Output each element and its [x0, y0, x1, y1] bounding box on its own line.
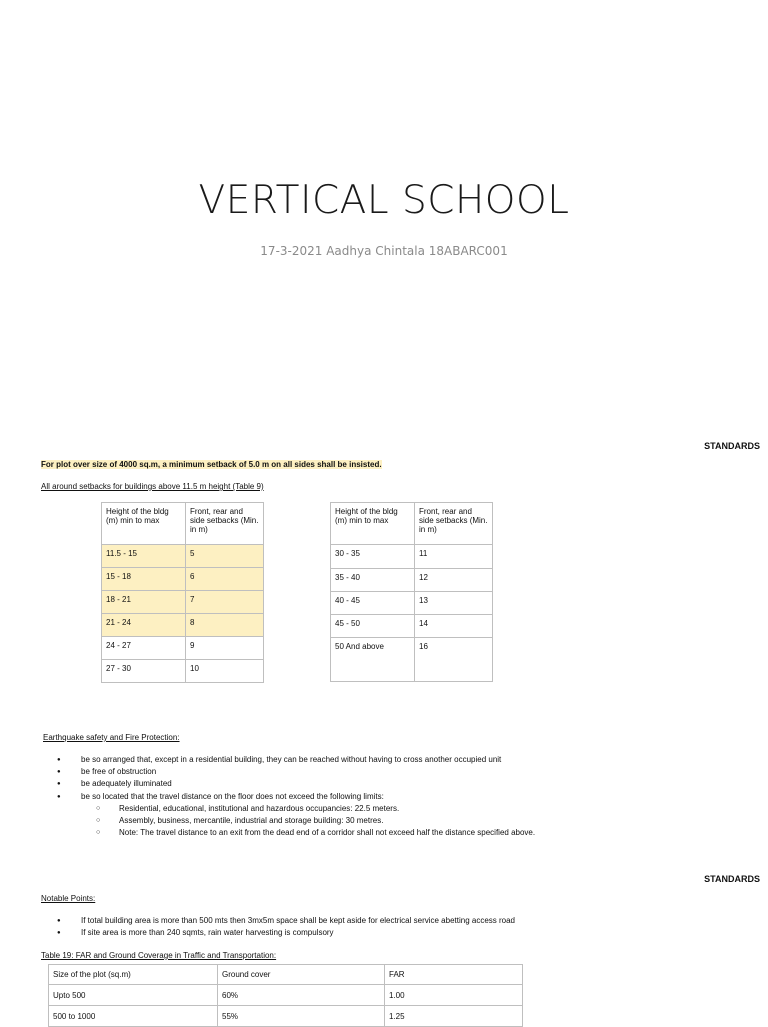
table-cell: 15 - 18 — [102, 568, 186, 591]
table-cell: 18 - 21 — [102, 591, 186, 614]
table-cell: 40 - 45 — [331, 592, 415, 615]
table-row — [102, 637, 264, 660]
setback-table-caption: All around setbacks for buildings above 11.5 m height (Table 9) — [41, 482, 264, 491]
list-item: ● If site area is more than 240 sqmts, rain water harvesting is compulsory — [41, 927, 741, 939]
table-row — [49, 985, 523, 1006]
table-cell: 1.00 — [385, 985, 523, 1006]
table-cell: 9 — [186, 637, 264, 660]
setback-note: For plot over size of 4000 sq.m, a minimum setback of 5.0 m on all sides shall be insisted. — [41, 460, 382, 469]
sub-list-item: ○ Residential, educational, institutional and hazardous occupancies: 22.5 meters. — [41, 803, 741, 815]
table-row — [331, 592, 493, 615]
table-cell: 16 — [415, 638, 493, 682]
table-cell: 7 — [186, 591, 264, 614]
table-row — [331, 569, 493, 592]
table-header-height: Height of the bldg (m) min to max — [102, 503, 186, 545]
table-row — [102, 591, 264, 614]
table-header: FAR — [385, 965, 523, 985]
table-cell: 8 — [186, 614, 264, 637]
table-header-setback: Front, rear and side setbacks (Min. in m) — [415, 503, 493, 545]
table-cell: 12 — [415, 569, 493, 592]
page-title: VERTICAL SCHOOL — [198, 178, 570, 223]
table-cell: 11.5 - 15 — [102, 545, 186, 568]
table-cell: 500 to 1000 — [49, 1006, 218, 1027]
list-item: ● be adequately illuminated — [41, 778, 741, 790]
table-cell: 24 - 27 — [102, 637, 186, 660]
standards-label: STANDARDS — [704, 874, 760, 884]
sub-list-item: ○ Assembly, business, mercantile, industrial and storage building: 30 metres. — [41, 815, 741, 827]
table-header-setback: Front, rear and side setbacks (Min. in m) — [186, 503, 264, 545]
table-row — [102, 545, 264, 568]
table-cell: 14 — [415, 615, 493, 638]
list-item: ● If total building area is more than 500 mts then 3mx5m space shall be kept aside for electrical service abetting access road — [41, 915, 741, 927]
table-cell: 6 — [186, 568, 264, 591]
notable-points-heading: Notable Points: — [41, 894, 96, 903]
setback-table-left — [101, 502, 264, 683]
standards-label: STANDARDS — [704, 441, 760, 451]
table-cell: 50 And above — [331, 638, 415, 682]
table-cell: 45 - 50 — [331, 615, 415, 638]
table-header: Ground cover — [218, 965, 385, 985]
far-table — [48, 964, 523, 1027]
table-row — [331, 638, 493, 682]
table-cell: 5 — [186, 545, 264, 568]
table-row — [331, 545, 493, 569]
sub-list-item: ○ Note: The travel distance to an exit from the dead end of a corridor shall not exceed half the distance specified above. — [41, 827, 741, 839]
earthquake-heading: Earthquake safety and Fire Protection: — [43, 733, 180, 742]
table-cell: 35 - 40 — [331, 569, 415, 592]
table-cell: 11 — [415, 545, 493, 569]
table-cell: 13 — [415, 592, 493, 615]
table-row — [331, 615, 493, 638]
list-item: ● be free of obstruction — [41, 766, 741, 778]
table-cell: 27 - 30 — [102, 660, 186, 683]
table-cell: 30 - 35 — [331, 545, 415, 569]
table-cell: Upto 500 — [49, 985, 218, 1006]
page-subtitle: 17-3-2021 Aadhya Chintala 18ABARC001 — [260, 244, 508, 258]
table-row — [49, 1006, 523, 1027]
table-cell: 10 — [186, 660, 264, 683]
list-item: ● be so arranged that, except in a residential building, they can be reached without having to cross another occupied unit — [41, 754, 741, 766]
table-row — [102, 614, 264, 637]
table-cell: 1.25 — [385, 1006, 523, 1027]
list-item: ● be so located that the travel distance on the floor does not exceed the following limits: ○ Residential, educational, institutional and hazardous occupancies: 22.5 meters. ○ Assembly, business, mercantile, industrial and storage building: 30 metres. ○ Note: The travel distance to an exit from the dead end of a corridor shall not exceed half the distance specified above. — [41, 791, 741, 839]
far-table-caption: Table 19: FAR and Ground Coverage in Traffic and Transportation: — [41, 951, 277, 960]
table-cell: 55% — [218, 1006, 385, 1027]
notable-points-list — [41, 915, 741, 939]
earthquake-list — [41, 754, 741, 839]
table-cell: 60% — [218, 985, 385, 1006]
table-header-height: Height of the bldg (m) min to max — [331, 503, 415, 545]
setback-table-right — [330, 502, 493, 682]
table-cell: 21 - 24 — [102, 614, 186, 637]
table-header: Size of the plot (sq.m) — [49, 965, 218, 985]
table-row — [102, 568, 264, 591]
table-row — [102, 660, 264, 683]
